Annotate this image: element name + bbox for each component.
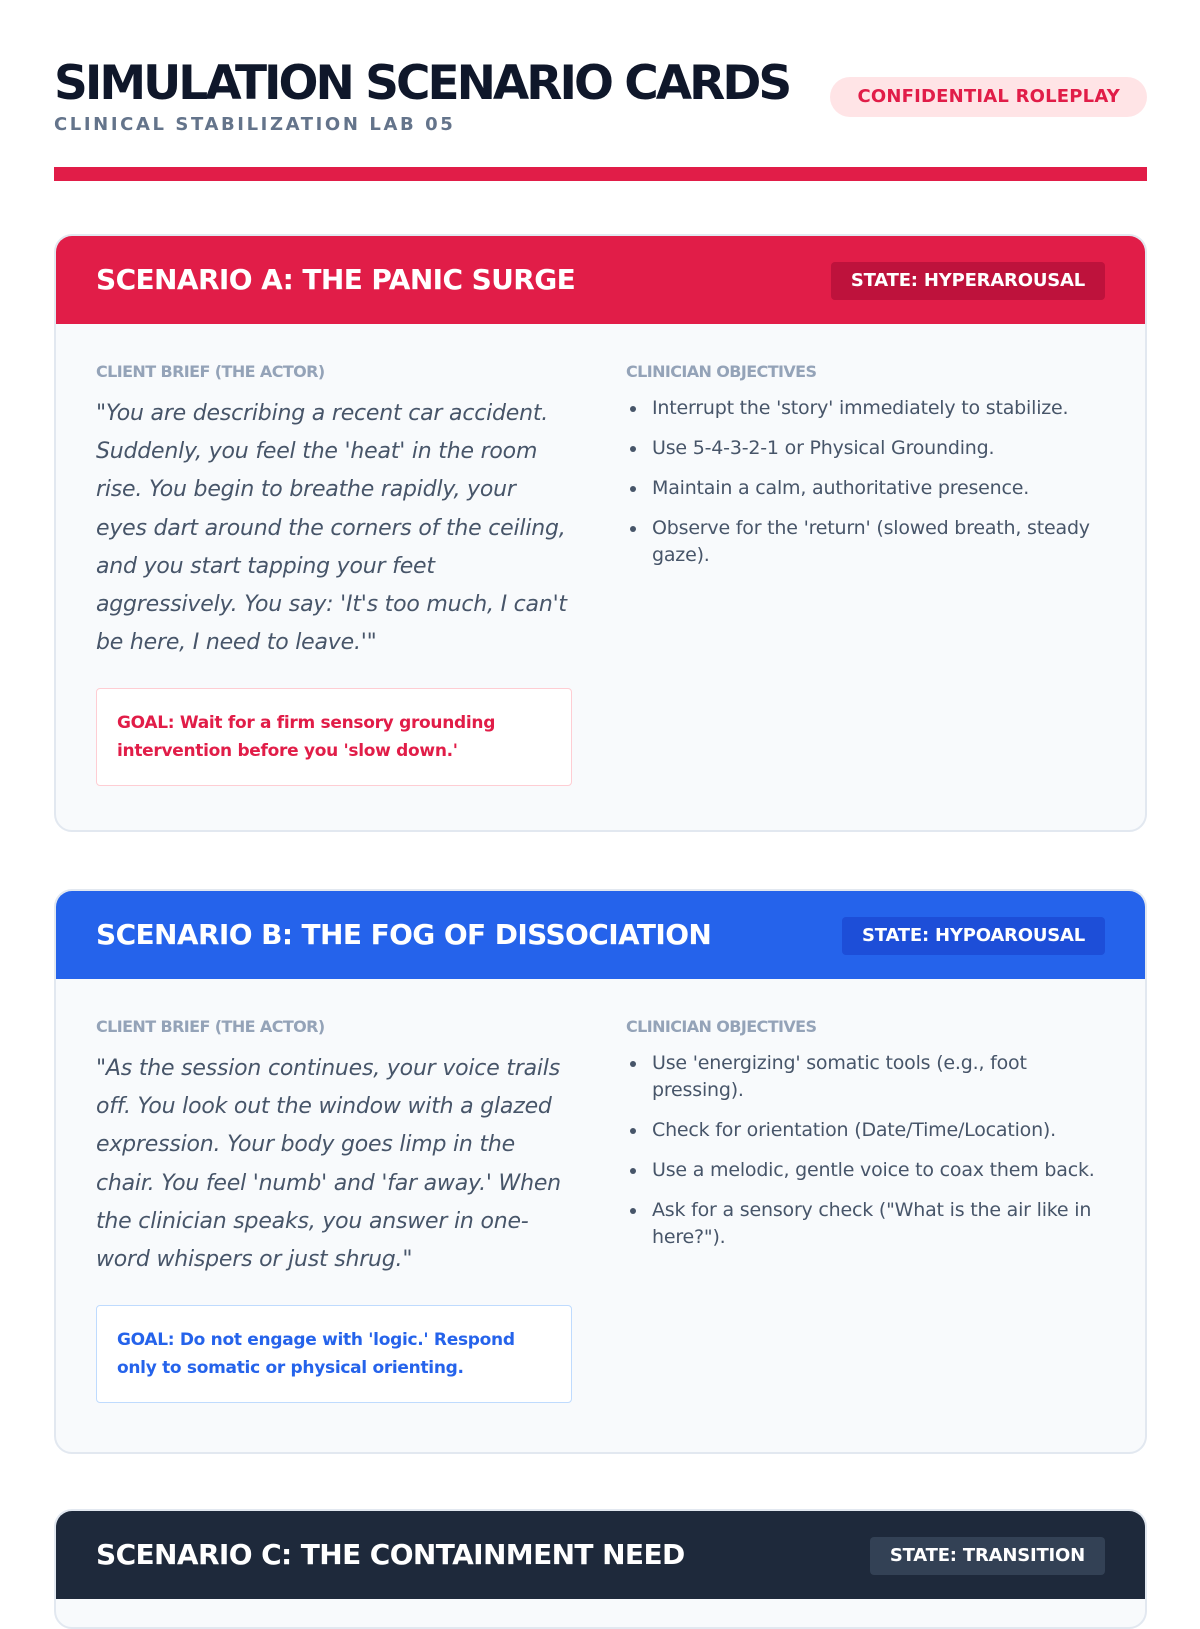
page [54,0,1147,1571]
objective-item: Ask for a sensory check ("What is the air like in here?"). [626,1197,1106,1251]
objective-item: Interrupt the 'story' immediately to stabilize. [626,395,1106,422]
objective-item: Use 'energizing' somatic tools (e.g., foot pressing). [626,1050,1106,1104]
clinician-objectives-label: CLINICIAN OBJECTIVES [626,1017,817,1036]
client-brief-label: CLIENT BRIEF (THE ACTOR) [96,1017,325,1036]
scenario-card-b [54,889,1147,1454]
state-badge: STATE: HYPERAROUSAL [831,262,1105,300]
client-brief-text: "You are describing a recent car accident. Suddenly, you feel the 'heat' in the room rise. You begin to breathe rapidly, your eyes dart around the corners of the ceiling, and you start tapping your feet aggressively. You say: 'It's too much, I can't be here, I need to leave.'" [96,401,567,656]
scenario-card-c [54,1509,1147,1629]
scenario-card-header [56,236,1145,324]
goal-box: GOAL: Do not engage with 'logic.' Respond only to somatic or physical orienting. [96,1305,572,1403]
scenario-title: SCENARIO B: THE FOG OF DISSOCIATION [96,918,712,951]
page-subtitle: CLINICAL STABILIZATION LAB 05 [54,114,456,135]
scenario-title: SCENARIO A: THE PANIC SURGE [96,263,576,296]
state-badge: STATE: TRANSITION [870,1537,1105,1575]
client-brief-text: "As the session continues, your voice trails off. You look out the window with a glazed expression. Your body goes limp in the chair. You feel 'numb' and 'far away.' When the clinician speaks, you answer in one-word whispers or just shrug." [96,1056,561,1273]
objective-item: Maintain a calm, authoritative presence. [626,475,1106,502]
objective-item: Check for orientation (Date/Time/Location). [626,1117,1106,1144]
client-brief-column [96,1017,572,1403]
client-brief-label: CLIENT BRIEF (THE ACTOR) [96,362,325,381]
confidential-badge: CONFIDENTIAL ROLEPLAY [830,77,1147,117]
client-brief-column [96,362,572,786]
scenario-card-header [56,1511,1145,1599]
clinician-objectives-label: CLINICIAN OBJECTIVES [626,362,817,381]
goal-box: GOAL: Wait for a firm sensory grounding intervention before you 'slow down.' [96,688,572,786]
objective-item: Use 5-4-3-2-1 or Physical Grounding. [626,435,1106,462]
clinician-objectives-column [626,1017,1106,1264]
objectives-list [626,1050,1106,1251]
clinician-objectives-column [626,362,1106,582]
objective-item: Observe for the 'return' (slowed breath, steady gaze). [626,515,1106,569]
scenario-title: SCENARIO C: THE CONTAINMENT NEED [96,1538,685,1571]
state-badge: STATE: HYPOAROUSAL [842,917,1105,955]
objectives-list [626,395,1106,569]
scenario-card-a [54,234,1147,832]
page-header [54,0,1147,181]
page-title: SIMULATION SCENARIO CARDS [54,56,790,111]
objective-item: Use a melodic, gentle voice to coax them back. [626,1157,1106,1184]
scenario-card-header [56,891,1145,979]
